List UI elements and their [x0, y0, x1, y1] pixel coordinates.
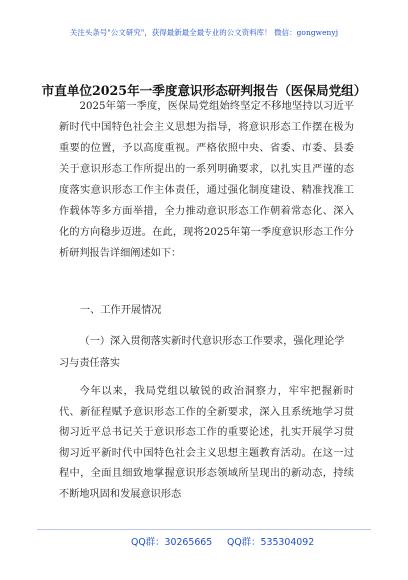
footer-qq-group-2[interactable]: QQ群：535304092 [227, 537, 315, 548]
footer-qq-group-1[interactable]: QQ群：30265665 [131, 537, 213, 548]
subsection-paragraph-1: 今年以来，我局党组以敏锐的政治洞察力，牢牢把握新时代、新征程赋予意识形态工作的全新要求，深入且系统地学习贯彻习近平总书记关于意识形态工作的重要论述，扎实开展学习贯彻习近平新时代中国特色社会主义思想主题教育活动。在这一过程中，全面且细致地掌握意识形态领域所呈现出的新动态，持续不断地巩固和发展意识形态 [59, 386, 354, 500]
section-heading-1: 一、工作开展情况 [80, 305, 162, 316]
subsection-heading-1: （一）深入贯彻落实新时代意识形态工作要求，强化理论学习与责任落实 [59, 336, 345, 369]
footer-divider [37, 529, 371, 530]
header-promo-note: 关注头条号"公文研究"，获得最新最全最专业的公文资料库！ 微信：gongwenyj [69, 28, 339, 37]
document-title: 市直单位2025年一季度意识形态研判报告（医保局党组） [41, 83, 367, 98]
intro-paragraph: 2025年第一季度，医保局党组始终坚定不移地坚持以习近平新时代中国特色社会主义思想为指导，将意识形态工作摆在极为重要的位置，予以高度重视。严格依照中央、省委、市委、县委关于意识形态工作所提出的一系列明确要求，以扎实且严谨的态度落实意识形态工作主体责任，通过强化制度建设、精准找准工作载体等多方面举措，全力推动意识形态工作朝着常态化、深入化的方向稳步迈进。在此，现将2025年第一季度意识形态工作分析研判报告详细阐述如下： [59, 101, 354, 259]
